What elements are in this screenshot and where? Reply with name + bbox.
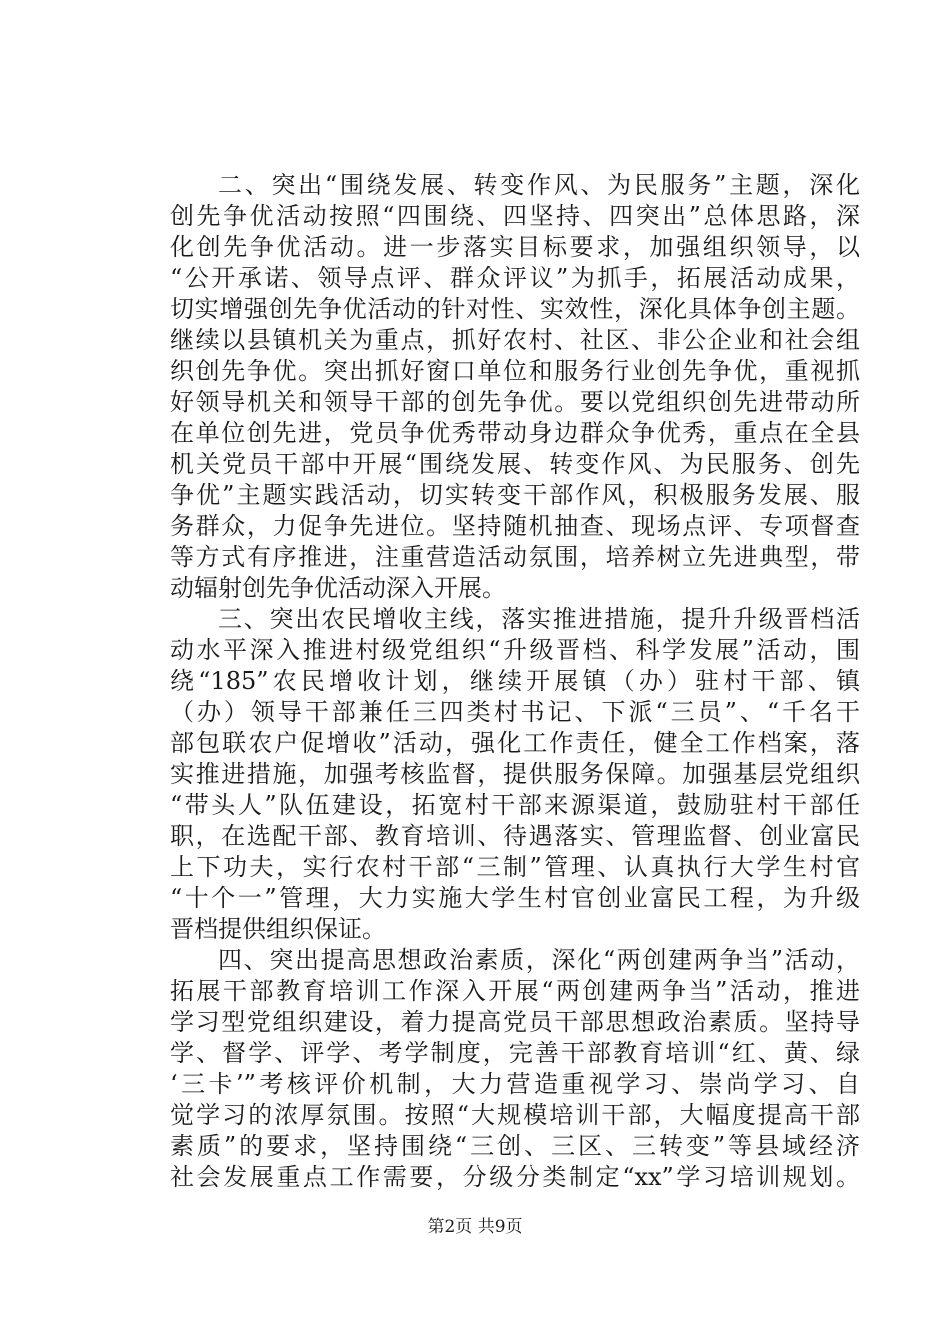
paragraph-3-line: 动水平深入推进村级党组织“升级晋档、科学发展”活动，围 [170, 636, 860, 664]
paragraph-2-line: 创先争优活动按照“四围绕、四坚持、四突出”总体思路，深 [170, 202, 860, 230]
paragraph-3-line: （办）领导干部兼任三四类村书记、下派“三员”、“千名干 [170, 698, 860, 726]
paragraph-2-line: 争优”主题实践活动，切实转变干部作风，积极服务发展、服 [170, 481, 860, 509]
body-text [170, 170, 860, 1193]
paragraph-2-line: 好领导机关和领导干部的创先争优。要以党组织创先进带动所 [170, 388, 860, 416]
paragraph-4-line: 学习型党组织建设，着力提高党员干部思想政治素质。坚持导 [170, 1008, 860, 1036]
paragraph-3-line: 上下功夫，实行农村干部“三制”管理、认真执行大学生村官 [170, 853, 860, 881]
paragraph-3-line: 实推进措施，加强考核监督，提供服务保障。加强基层党组织 [170, 760, 860, 788]
paragraph-3-line: 绕“185”农民增收计划，继续开展镇（办）驻村干部、镇 [170, 667, 860, 695]
page-number-footer: 第2页 共9页 [427, 1217, 523, 1237]
paragraph-3-line: 部包联农户促增收”活动，强化工作责任，健全工作档案，落 [170, 729, 860, 757]
paragraph-2-line: 务群众，力促争先进位。坚持随机抽查、现场点评、专项督查 [170, 512, 860, 540]
paragraph-4-line: 素质”的要求，坚持围绕“三创、三区、三转变”等县域经济 [170, 1132, 860, 1160]
paragraph-2-line: 继续以县镇机关为重点，抓好农村、社区、非公企业和社会组 [170, 326, 860, 354]
paragraph-3-line: “十个一”管理，大力实施大学生村官创业富民工程，为升级 [170, 884, 860, 912]
paragraph-2-line: 化创先争优活动。进一步落实目标要求，加强组织领导，以 [170, 233, 860, 261]
paragraph-4-line: 觉学习的浓厚氛围。按照“大规模培训干部，大幅度提高干部 [170, 1101, 860, 1129]
paragraph-2-line: 二、突出“围绕发展、转变作风、为民服务”主题，深化 [218, 171, 860, 199]
paragraph-2-line: 动辐射创先争优活动深入开展。 [170, 574, 506, 602]
paragraph-4-line: 学、督学、评学、考学制度，完善干部教育培训“红、黄、绿 [170, 1039, 860, 1067]
paragraph-2-line: 织创先争优。突出抓好窗口单位和服务行业创先争优，重视抓 [170, 357, 860, 385]
paragraph-4-line: ‘三卡’”考核评价机制，大力营造重视学习、崇尚学习、自 [170, 1070, 860, 1098]
paragraph-3-line: 三、突出农民增收主线，落实推进措施，提升升级晋档活 [218, 605, 860, 633]
paragraph-2-line: 在单位创先进，党员争优秀带动身边群众争优秀，重点在全县 [170, 419, 860, 447]
paragraph-3-line: 职，在选配干部、教育培训、待遇落实、管理监督、创业富民 [170, 822, 860, 850]
paragraph-3-line: “带头人”队伍建设，拓宽村干部来源渠道，鼓励驻村干部任 [170, 791, 860, 819]
paragraph-2-line: 切实增强创先争优活动的针对性、实效性，深化具体争创主题。 [170, 295, 860, 323]
paragraph-2-line: 机关党员干部中开展“围绕发展、转变作风、为民服务、创先 [170, 450, 860, 478]
paragraph-3-line: 晋档提供组织保证。 [170, 915, 386, 943]
paragraph-4-line: 社会发展重点工作需要，分级分类制定“xx”学习培训规划。 [170, 1163, 860, 1191]
paragraph-4-line: 拓展干部教育培训工作深入开展“两创建两争当”活动，推进 [170, 977, 860, 1005]
paragraph-2-line: 等方式有序推进，注重营造活动氛围，培养树立先进典型，带 [170, 543, 860, 571]
paragraph-4-line: 四、突出提高思想政治素质，深化“两创建两争当”活动， [218, 946, 860, 974]
paragraph-2-line: “公开承诺、领导点评、群众评议”为抓手，拓展活动成果， [170, 264, 860, 292]
